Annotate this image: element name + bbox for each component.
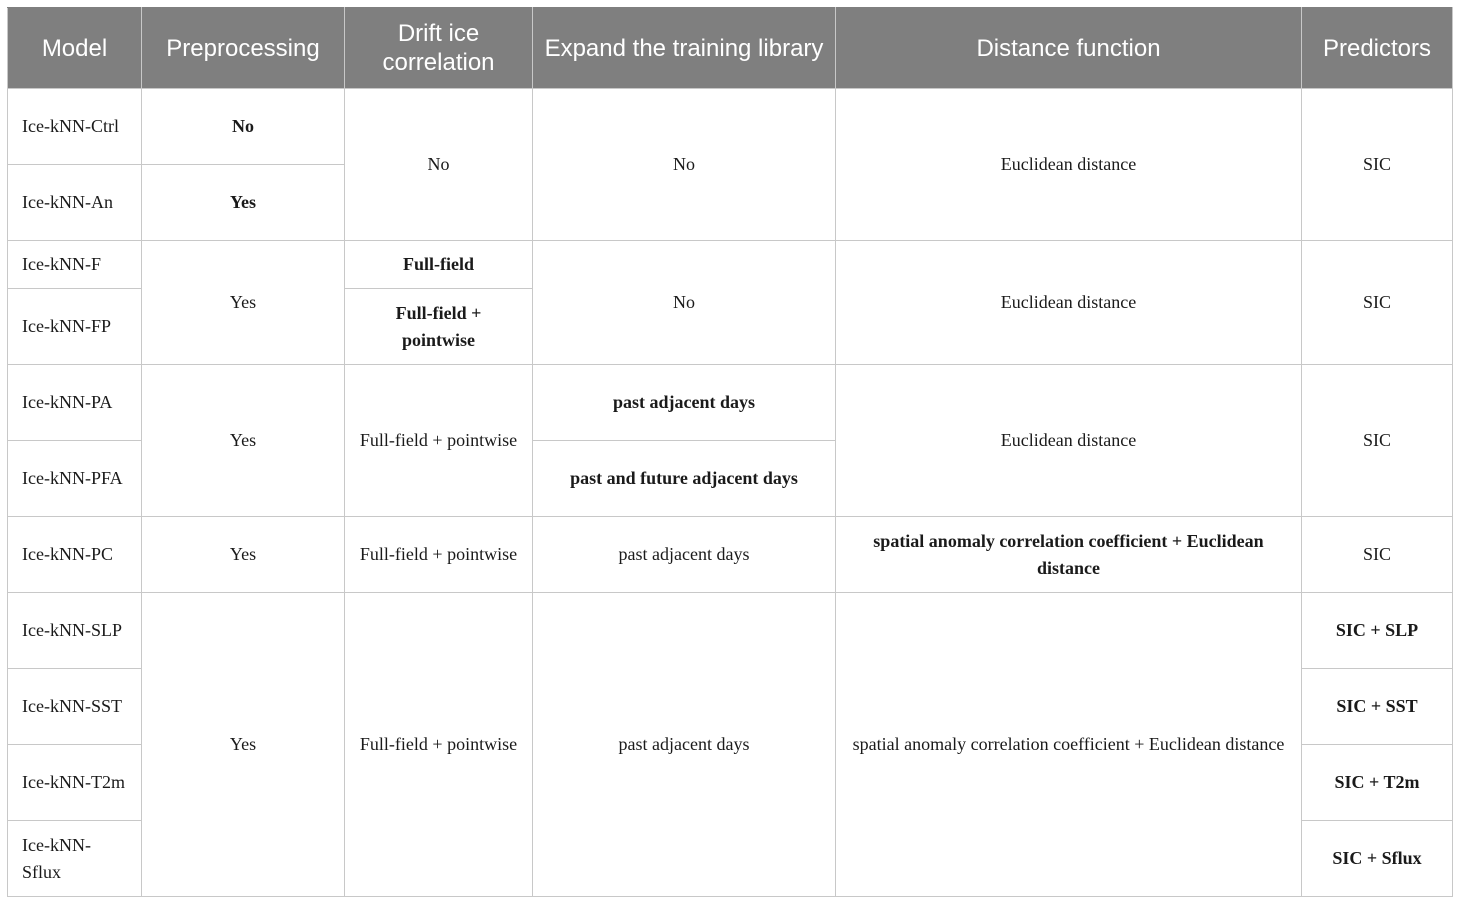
drift-cell: No: [345, 89, 533, 241]
predictors-cell: SIC: [1302, 241, 1453, 365]
preprocessing-cell: Yes: [142, 517, 345, 593]
model-cell: Ice-kNN-Ctrl: [8, 89, 142, 165]
expand-cell: past adjacent days: [533, 365, 836, 441]
distance-cell: Euclidean distance: [836, 365, 1302, 517]
expand-cell: past and future adjacent days: [533, 441, 836, 517]
expand-cell: past adjacent days: [533, 593, 836, 897]
table-row: [8, 593, 1453, 669]
preprocessing-cell: Yes: [142, 165, 345, 241]
table-row: [8, 89, 1453, 165]
header-expand-training-library: Expand the training library: [533, 8, 836, 89]
distance-cell: spatial anomaly correlation coefficient + Euclidean distance: [836, 593, 1302, 897]
predictors-cell: SIC + SLP: [1302, 593, 1453, 669]
header-distance-function: Distance function: [836, 8, 1302, 89]
preprocessing-cell: Yes: [142, 365, 345, 517]
drift-cell: Full-field + pointwise: [345, 289, 533, 365]
header-drift-ice-correlation: Drift ice correlation: [345, 8, 533, 89]
model-cell: Ice-kNN-An: [8, 165, 142, 241]
preprocessing-cell: No: [142, 89, 345, 165]
drift-cell: Full-field: [345, 241, 533, 289]
predictors-cell: SIC + T2m: [1302, 745, 1453, 821]
predictors-cell: SIC: [1302, 89, 1453, 241]
distance-cell: Euclidean distance: [836, 241, 1302, 365]
header-row: [8, 8, 1453, 89]
model-cell: Ice-kNN-T2m: [8, 745, 142, 821]
header-preprocessing: Preprocessing: [142, 8, 345, 89]
table-row: [8, 365, 1453, 441]
predictors-cell: SIC + Sflux: [1302, 821, 1453, 897]
predictors-cell: SIC: [1302, 365, 1453, 517]
header-predictors: Predictors: [1302, 8, 1453, 89]
drift-cell: Full-field + pointwise: [345, 517, 533, 593]
expand-cell: past adjacent days: [533, 517, 836, 593]
table-row: [8, 517, 1453, 593]
model-cell: Ice-kNN-SST: [8, 669, 142, 745]
model-cell: Ice-kNN-PA: [8, 365, 142, 441]
preprocessing-cell: Yes: [142, 593, 345, 897]
distance-cell: Euclidean distance: [836, 89, 1302, 241]
drift-cell: Full-field + pointwise: [345, 365, 533, 517]
table-row: [8, 241, 1453, 289]
expand-cell: No: [533, 241, 836, 365]
model-cell: Ice-kNN-Sflux: [8, 821, 142, 897]
distance-cell: spatial anomaly correlation coefficient + Euclidean distance: [836, 517, 1302, 593]
model-cell: Ice-kNN-F: [8, 241, 142, 289]
expand-cell: No: [533, 89, 836, 241]
model-cell: Ice-kNN-FP: [8, 289, 142, 365]
preprocessing-cell: Yes: [142, 241, 345, 365]
header-model: Model: [8, 8, 142, 89]
model-cell: Ice-kNN-PC: [8, 517, 142, 593]
drift-cell: Full-field + pointwise: [345, 593, 533, 897]
predictors-cell: SIC + SST: [1302, 669, 1453, 745]
model-cell: Ice-kNN-SLP: [8, 593, 142, 669]
predictors-cell: SIC: [1302, 517, 1453, 593]
model-configuration-table: [7, 7, 1453, 897]
model-cell: Ice-kNN-PFA: [8, 441, 142, 517]
